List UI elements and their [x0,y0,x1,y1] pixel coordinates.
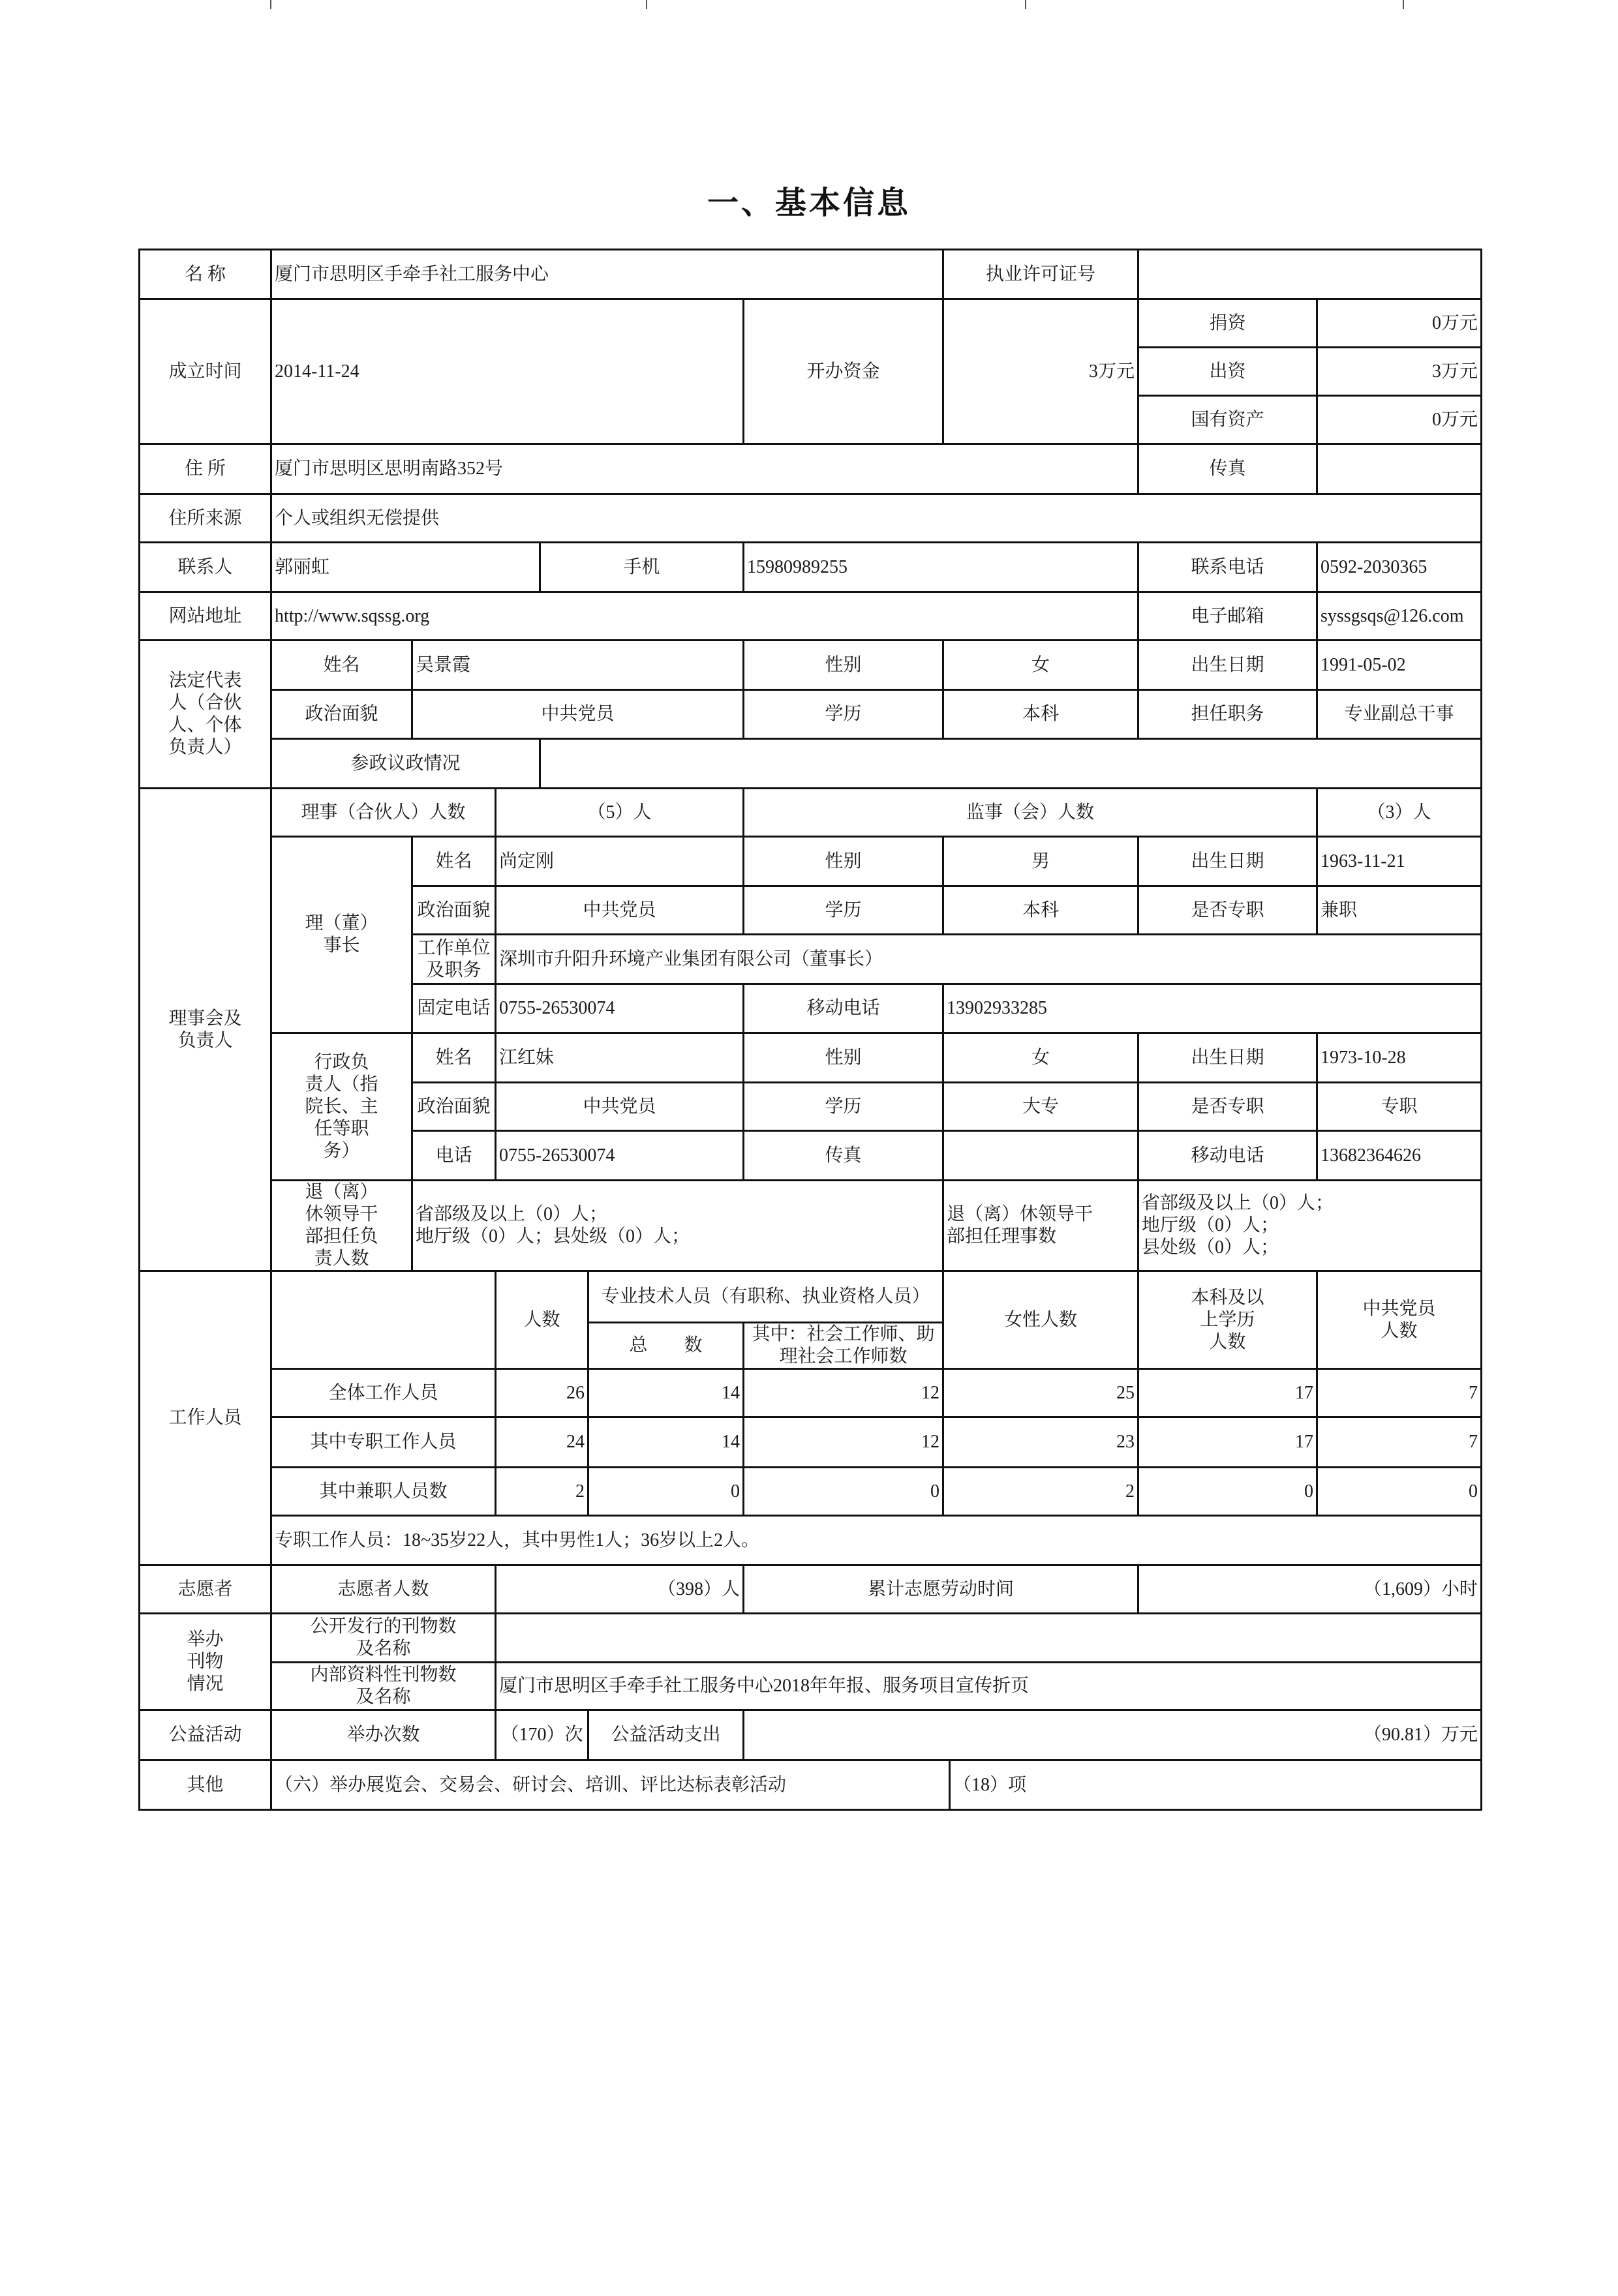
chair-employer-value-text[interactable]: 深圳市升阳升环境产业集团有限公司（董事长） [499,948,883,969]
mobile-label [539,541,744,593]
staff-row-1-female-text: 23 [1116,1432,1135,1452]
chair-fulltime-value-text[interactable]: 兼职 [1320,899,1358,920]
retired-leaders-label [270,1179,413,1272]
staff-note [270,1515,1482,1566]
staff-row-2-count-text: 2 [575,1481,585,1502]
staff-row-2-female [942,1466,1139,1517]
exec-phone-label-text: 电话 [435,1145,472,1166]
mobile-label-text: 手机 [623,556,660,577]
staff-row-0-female [942,1368,1139,1418]
exec-fax-value [942,1130,1139,1181]
contribution-label-text: 出资 [1209,361,1246,382]
staff-note-text[interactable]: 专职工作人员：18~35岁22人，其中男性1人；36岁以上2人。 [275,1530,760,1550]
contribution-value [1316,346,1482,397]
charity-section-label [138,1709,272,1761]
chair-name-label [411,836,496,887]
address-source-label [138,493,272,543]
legal-rep-position-value [1316,689,1482,740]
exec-birth-value [1316,1032,1482,1083]
staff-row-2-count [495,1466,589,1517]
legal-rep-position-label-text: 担任职务 [1191,704,1264,724]
retired-directors-value-text[interactable]: 省部级及以上（0）人； 地厅级（0）人； 县处级（0）人； [1142,1193,1334,1258]
supervisors-count-label [742,787,1318,838]
legal-rep-birth-label-text: 出生日期 [1191,654,1264,675]
license-label-text: 执业许可证号 [985,264,1095,284]
staff-row-2-bachelor [1137,1466,1318,1517]
chair-education-label [742,885,944,935]
exec-mobile-label [1137,1130,1318,1181]
publications-public-label-text: 公开发行的刊物数 及名称 [310,1616,457,1659]
volunteers-section-label [138,1564,272,1614]
chair-politics-value [495,885,744,935]
staff-header-professional [587,1270,944,1323]
staff-row-1-female [942,1416,1139,1468]
staff-row-0-professional-total-text: 14 [722,1382,740,1403]
exec-phone-value-text[interactable]: 0755-26530074 [499,1145,615,1166]
other-activity-value [949,1759,1482,1811]
charity-times-label [270,1709,496,1761]
page-title: 一、基本信息 [707,186,911,220]
exec-education-value [942,1081,1139,1132]
scan-mark [270,0,271,9]
publications-internal-value-text[interactable]: 厦门市思明区手牵手社工服务中心2018年年报、服务项目宣传折页 [499,1676,1030,1696]
publications-section-label-text: 举办 刊物 情况 [187,1629,224,1694]
staff-header-professional-total [587,1322,744,1370]
supervisors-count-label-text: 监事（会）人数 [966,802,1094,823]
staff-header-bachelor-text: 本科及以 上学历 人数 [1191,1287,1264,1352]
other-section-label [138,1759,272,1811]
retired-leaders-label-text: 退（离） 休领导干 部担任负 责人数 [305,1182,378,1269]
staff-row-0-social-workers-text: 12 [921,1382,939,1403]
phone-value-text[interactable]: 0592-2030365 [1320,556,1427,577]
exec-fulltime-value-text[interactable]: 专职 [1381,1096,1418,1117]
fax-value [1316,443,1482,495]
volunteers-hours-label-text: 累计志愿劳动时间 [867,1578,1014,1599]
exec-mobile-value [1316,1130,1482,1181]
legal-rep-gender-label [742,639,944,691]
scan-mark [646,0,647,9]
staff-row-0-count-text: 26 [566,1382,585,1403]
address-source-value [270,493,1482,543]
publications-public-value [495,1612,1482,1663]
staff-row-0-bachelor-text: 17 [1295,1382,1313,1403]
exec-politics-label-text: 政治面貌 [417,1096,491,1117]
legal-rep-participation-value [539,738,1482,789]
volunteers-count-value-text[interactable]: （398）人 [657,1578,740,1599]
chair-birth-label-text: 出生日期 [1191,851,1264,871]
exec-name-label-text: 姓名 [435,1047,472,1068]
chair-education-value-text[interactable]: 本科 [1022,899,1059,920]
charity-expense-value-text[interactable]: （90.81）万元 [1363,1725,1478,1745]
chair-politics-label-text: 政治面貌 [417,899,491,920]
exec-gender-value [942,1032,1139,1083]
exec-mobile-label-text: 移动电话 [1191,1145,1264,1166]
charity-times-value-text[interactable]: （170）次 [500,1725,583,1745]
staff-header-count [495,1270,589,1370]
staff-section-label-text: 工作人员 [168,1408,242,1428]
charity-expense-value [742,1709,1482,1761]
chair-name-label-text: 姓名 [435,851,472,871]
chair-fulltime-value [1316,885,1482,935]
other-activity-label [270,1759,951,1811]
email-label-text: 电子邮箱 [1191,605,1264,626]
chair-mobile-label [742,983,944,1034]
staff-header-female [942,1270,1139,1370]
legal-rep-education-value [942,689,1139,740]
legal-rep-participation-label-text: 参政议政情况 [350,753,461,774]
exec-fax-label [742,1130,944,1181]
chair-role-label [270,836,413,1034]
legal-rep-section-label-text: 法定代表 人（合伙 人、个体 负责人） [168,671,242,757]
legal-rep-name-label [270,639,413,691]
publications-section-label [138,1612,272,1711]
capital-label-text: 开办资金 [806,361,880,382]
legal-rep-education-label-text: 学历 [825,704,862,724]
state-assets-label-text: 国有资产 [1191,409,1264,430]
staff-row-2-bachelor-text: 0 [1304,1481,1313,1502]
staff-row-1-label-text: 其中专职工作人员 [310,1432,457,1452]
address-source-value-text[interactable]: 个人或组织无偿提供 [275,507,440,528]
board-section-label [138,787,272,1272]
exec-name-value [495,1032,744,1083]
contact-label [138,541,272,593]
exec-birth-label-text: 出生日期 [1191,1047,1264,1068]
email-label [1137,591,1318,641]
staff-row-1-bachelor [1137,1416,1318,1468]
founded-value-text[interactable]: 2014-11-24 [275,361,359,382]
chair-landline-label-text: 固定电话 [417,998,491,1018]
mobile-value [742,541,1139,593]
capital-value [942,298,1139,445]
volunteers-hours-value [1137,1564,1482,1614]
website-value [270,591,1139,641]
exec-gender-label-text: 性别 [825,1047,862,1068]
exec-politics-value [495,1081,744,1132]
phone-label [1137,541,1318,593]
staff-row-1-count [495,1416,589,1468]
exec-role-label [270,1032,413,1181]
founded-label [138,298,272,445]
email-value-text[interactable]: syssgsqs@126.com [1320,605,1464,626]
capital-value-text[interactable]: 3万元 [1088,361,1135,382]
donation-label-text: 捐资 [1209,312,1246,333]
state-assets-value [1316,395,1482,445]
legal-rep-gender-label-text: 性别 [825,654,862,675]
volunteers-count-label-text: 志愿者人数 [337,1578,429,1599]
email-value [1316,591,1482,641]
exec-birth-label [1137,1032,1318,1083]
legal-rep-politics-label-text: 政治面貌 [305,704,378,724]
license-value [1137,249,1482,300]
retired-leaders-value-text[interactable]: 省部级及以上（0）人； 地厅级（0）人；县处级（0）人； [416,1204,690,1246]
staff-header-social-workers-text: 其中：社会工作师、助 理社会工作师数 [752,1324,935,1367]
charity-expense-label [587,1709,744,1761]
legal-rep-gender-value-text[interactable]: 女 [1031,654,1050,675]
retired-directors-label [942,1179,1139,1272]
charity-section-label-text: 公益活动 [168,1725,242,1745]
chair-landline-value-text[interactable]: 0755-26530074 [499,998,615,1018]
staff-row-0-party [1316,1368,1482,1418]
exec-education-label [742,1081,944,1132]
board-section-label-text: 理事会及 负责人 [168,1008,242,1051]
contact-value-text[interactable]: 郭丽虹 [275,556,330,577]
chair-employer-label-text: 工作单位 及职务 [417,937,491,980]
mobile-value-text[interactable]: 15980989255 [747,556,847,577]
donation-label [1137,298,1318,348]
legal-rep-name-label-text: 姓名 [323,654,360,675]
staff-row-2-label-text: 其中兼职人员数 [319,1481,448,1502]
legal-rep-name-value [411,639,744,691]
retired-directors-value [1137,1179,1482,1272]
name-value-text[interactable]: 厦门市思明区手牵手社工服务中心 [275,264,549,284]
exec-fulltime-label-text: 是否专职 [1191,1096,1264,1117]
exec-name-label [411,1032,496,1083]
charity-times-label-text: 举办次数 [346,1725,420,1745]
contribution-label [1137,346,1318,397]
exec-phone-label [411,1130,496,1181]
chair-mobile-label-text: 移动电话 [806,998,880,1018]
staff-row-2-female-text: 2 [1125,1481,1135,1502]
charity-expense-label-text: 公益活动支出 [611,1725,721,1745]
other-section-label-text: 其他 [187,1774,224,1795]
chair-gender-label-text: 性别 [825,851,862,871]
staff-row-1-party [1316,1416,1482,1468]
phone-value [1316,541,1482,593]
chair-gender-value [942,836,1139,887]
address-source-label-text: 住所来源 [168,507,242,528]
chair-birth-value-text[interactable]: 1963-11-21 [1320,851,1405,871]
retired-leaders-value [411,1179,944,1272]
chair-fulltime-label-text: 是否专职 [1191,899,1264,920]
volunteers-hours-label [742,1564,1139,1614]
state-assets-value-text[interactable]: 0万元 [1431,409,1478,430]
exec-education-label-text: 学历 [825,1096,862,1117]
staff-row-0-bachelor [1137,1368,1318,1418]
staff-header-party-text: 中共党员 人数 [1362,1298,1436,1341]
staff-row-1-professional-total-text: 14 [722,1432,740,1452]
staff-section-label [138,1270,272,1566]
legal-rep-politics-value [411,689,744,740]
phone-label-text: 联系电话 [1191,556,1264,577]
address-value [270,443,1139,495]
directors-count-label [270,787,496,838]
website-label-text: 网站地址 [168,605,242,626]
publications-internal-label-text: 内部资料性刊物数 及名称 [310,1665,457,1707]
contact-value [270,541,541,593]
staff-row-1-label [270,1416,496,1468]
website-label [138,591,272,641]
staff-header-female-text: 女性人数 [1003,1309,1077,1330]
exec-role-label-text: 行政负 责人（指 院长、主 任等职 务） [305,1051,378,1161]
staff-row-1-social-workers [742,1416,944,1468]
exec-mobile-value-text[interactable]: 13682364626 [1320,1145,1421,1166]
chair-education-value [942,885,1139,935]
legal-rep-position-label [1137,689,1318,740]
exec-politics-label [411,1081,496,1132]
chair-birth-label [1137,836,1318,887]
other-activity-label-text: （六）举办展览会、交易会、研讨会、培训、评比达标表彰活动 [275,1774,787,1795]
supervisors-count-value-text[interactable]: （3）人 [1367,802,1431,823]
staff-row-0-party-text: 7 [1469,1382,1478,1403]
exec-gender-label [742,1032,944,1083]
chair-mobile-value-text[interactable]: 13902933285 [947,998,1047,1018]
staff-row-2-party-text: 0 [1469,1481,1478,1502]
publications-public-label [270,1612,496,1663]
legal-rep-gender-value [942,639,1139,691]
retired-directors-label-text: 退（离）休领导干 部担任理事数 [947,1204,1093,1246]
staff-row-0-count [495,1368,589,1418]
legal-rep-birth-value [1316,639,1482,691]
capital-label [742,298,944,445]
name-label-text: 名 称 [184,264,226,284]
staff-row-0-label-text: 全体工作人员 [328,1382,438,1403]
chair-fulltime-label [1137,885,1318,935]
publications-internal-value [495,1661,1482,1711]
staff-row-0-label [270,1368,496,1418]
directors-count-value [495,787,744,838]
volunteers-hours-value-text[interactable]: （1,609）小时 [1363,1578,1478,1599]
chair-employer-value [495,933,1482,985]
name-label [138,249,272,300]
license-label [942,249,1139,300]
exec-fulltime-label [1137,1081,1318,1132]
staff-row-0-female-text: 25 [1116,1382,1135,1403]
chair-employer-label [411,933,496,985]
other-activity-value-text[interactable]: （18）项 [953,1774,1027,1795]
staff-row-1-party-text: 7 [1469,1432,1478,1452]
address-label [138,443,272,495]
chair-gender-value-text[interactable]: 男 [1031,851,1050,871]
scan-mark [1025,0,1026,9]
staff-row-0-professional-total [587,1368,744,1418]
exec-phone-value [495,1130,744,1181]
address-label-text: 住 所 [184,459,226,479]
legal-rep-politics-label [270,689,413,740]
name-value [270,249,944,300]
chair-politics-label [411,885,496,935]
contact-label-text: 联系人 [177,556,233,577]
publications-internal-label [270,1661,496,1711]
legal-rep-education-value-text[interactable]: 本科 [1022,704,1059,724]
exec-education-value-text[interactable]: 大专 [1022,1096,1059,1117]
chair-birth-value [1316,836,1482,887]
website-value-text[interactable]: http://www.sqssg.org [275,605,430,626]
staff-header-social-workers [742,1322,944,1370]
donation-value-text[interactable]: 0万元 [1431,312,1478,333]
chair-politics-value-text[interactable]: 中共党员 [583,899,656,920]
chair-landline-value [495,983,744,1034]
donation-value [1316,298,1482,348]
legal-rep-politics-value-text[interactable]: 中共党员 [541,704,615,724]
staff-header-count-text: 人数 [523,1309,560,1330]
legal-rep-position-value-text[interactable]: 专业副总干事 [1344,704,1454,724]
scan-mark [1403,0,1404,9]
staff-row-2-party [1316,1466,1482,1517]
staff-header-professional-text: 专业技术人员（有职称、执业资格人员） [601,1286,930,1307]
staff-row-1-professional-total [587,1416,744,1468]
fax-label [1137,443,1318,495]
founded-value [270,298,744,445]
volunteers-count-value [495,1564,744,1614]
staff-row-0-social-workers [742,1368,944,1418]
directors-count-value-text[interactable]: （5）人 [587,802,652,823]
staff-header-corner [270,1270,496,1370]
founded-label-text: 成立时间 [168,361,242,382]
legal-rep-participation-label [270,738,541,789]
charity-times-value [495,1709,589,1761]
exec-name-value-text[interactable]: 江红妹 [499,1047,555,1068]
staff-row-1-bachelor-text: 17 [1295,1432,1313,1452]
legal-rep-name-value-text[interactable]: 吴景霞 [416,654,471,675]
staff-row-1-count-text: 24 [566,1432,585,1452]
legal-rep-birth-value-text[interactable]: 1991-05-02 [1320,654,1406,675]
staff-header-professional-total-text: 总 数 [629,1335,703,1355]
chair-name-value-text[interactable]: 尚定刚 [499,851,555,871]
legal-rep-section-label [138,639,272,789]
exec-birth-value-text[interactable]: 1973-10-28 [1320,1047,1406,1068]
legal-rep-birth-label [1137,639,1318,691]
legal-rep-education-label [742,689,944,740]
chair-role-label-text: 理（董） 事长 [305,913,378,956]
exec-politics-value-text[interactable]: 中共党员 [583,1096,656,1117]
address-value-text[interactable]: 厦门市思明区思明南路352号 [275,459,504,479]
contribution-value-text[interactable]: 3万元 [1431,361,1478,382]
exec-fax-label-text: 传真 [825,1145,862,1166]
chair-education-label-text: 学历 [825,899,862,920]
exec-gender-value-text[interactable]: 女 [1031,1047,1050,1068]
staff-row-1-social-workers-text: 12 [921,1432,939,1452]
chair-gender-label [742,836,944,887]
exec-fulltime-value [1316,1081,1482,1132]
chair-mobile-value [942,983,1482,1034]
staff-row-2-social-workers [742,1466,944,1517]
staff-header-party [1316,1270,1482,1370]
state-assets-label [1137,395,1318,445]
fax-label-text: 传真 [1209,459,1246,479]
staff-row-2-professional-total [587,1466,744,1517]
chair-landline-label [411,983,496,1034]
staff-row-2-label [270,1466,496,1517]
staff-header-bachelor [1137,1270,1318,1370]
staff-row-2-professional-total-text: 0 [731,1481,740,1502]
volunteers-count-label [270,1564,496,1614]
chair-name-value [495,836,744,887]
directors-count-label-text: 理事（合伙人）人数 [301,802,466,823]
supervisors-count-value [1316,787,1482,838]
volunteers-section-label-text: 志愿者 [177,1578,233,1599]
staff-row-2-social-workers-text: 0 [930,1481,939,1502]
